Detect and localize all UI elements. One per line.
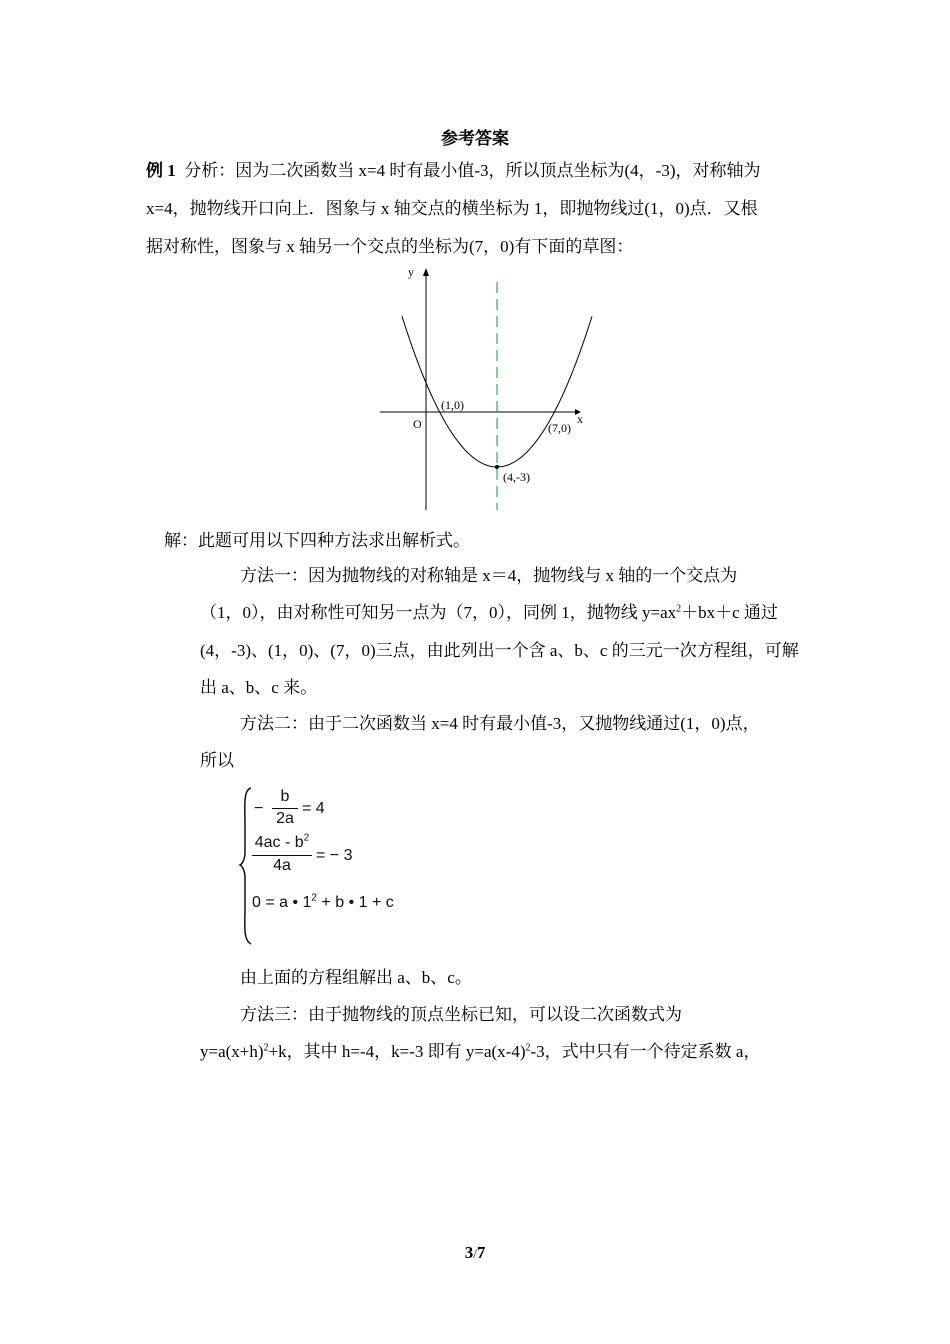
eq1-numerator: b xyxy=(280,788,290,805)
example-text-1: 分析：因为二次函数当 x=4 时有最小值-3，所以顶点坐标为(4，-3)，对称轴为 xyxy=(184,161,761,180)
method2-after: 由上面的方程组解出 a、b、c。 xyxy=(240,968,472,987)
method2-line-2: 所以 xyxy=(200,751,234,770)
method1-line-2 xyxy=(200,602,778,624)
eq3-right: + b • 1 + c xyxy=(316,894,394,911)
method1-line-2a: （1，0），由对称性可知另一点为（7，0），同例 1，抛物线 y=ax xyxy=(200,603,677,622)
vertex-label: (4,-3) xyxy=(503,470,530,484)
method1-line-3: (4，-3)、(1，0)、(7，0)三点，由此列出一个含 a、b、c 的三元一次方程组，可解 xyxy=(200,641,799,660)
eq1-fraction-bar xyxy=(272,808,298,809)
page-current: 3 xyxy=(464,1243,474,1262)
method3-exp-2: 2 xyxy=(525,1042,531,1054)
eq2-denominator: 4a xyxy=(273,857,291,874)
eq3-left: 0 = a • 1 xyxy=(252,894,312,911)
method3-exp-1: 2 xyxy=(263,1042,269,1054)
eq1-rhs: = 4 xyxy=(302,800,325,817)
method3-line-1: 方法三：由于抛物线的顶点坐标已知，可以设二次函数式为 xyxy=(240,1005,682,1024)
y-axis-label: y xyxy=(408,265,414,279)
method1-line-1: 方法一：因为抛物线的对称轴是 x＝4，抛物线与 x 轴的一个交点为 xyxy=(240,566,738,585)
method2-line-1: 方法二：由于二次函数当 x=4 时有最小值-3，又抛物线通过(1，0)点， xyxy=(240,714,760,733)
method3-line-2a: y=a(x+h) xyxy=(200,1042,264,1061)
example-line-2: x=4，抛物线开口向上．图象与 x 轴交点的横坐标为 1，即抛物线过(1，0)点．又根 xyxy=(146,199,758,218)
example-label: 例 1 xyxy=(146,161,176,180)
eq2-numerator-text: 4ac - b xyxy=(254,834,304,851)
example-line-1 xyxy=(146,160,760,182)
equation-system xyxy=(250,786,450,946)
page-title: 参考答案 xyxy=(441,129,509,148)
method1-exp: 2 xyxy=(676,603,682,615)
x-axis-label: x xyxy=(577,412,583,426)
eq1-minus: − xyxy=(254,800,264,817)
method1-line-2b: ＋bx＋c 通过 xyxy=(681,603,778,622)
page-separator: / xyxy=(473,1246,477,1261)
solution-intro: 解：此题可用以下四种方法求出解析式。 xyxy=(164,531,470,550)
eq3 xyxy=(252,894,394,912)
eq2-rhs: = − 3 xyxy=(316,847,353,864)
page-number xyxy=(0,1243,950,1263)
method3-line-2 xyxy=(200,1041,760,1063)
origin-label: O xyxy=(413,417,422,431)
method1-line-4: 出 a、b、c 来。 xyxy=(200,678,318,697)
y-axis-arrow-icon xyxy=(423,268,429,276)
eq2-numerator xyxy=(252,834,312,852)
page-total: 7 xyxy=(476,1243,486,1262)
eq2-fraction-bar xyxy=(252,855,312,856)
vertex-point xyxy=(495,465,499,469)
example-line-3: 据对称性，图象与 x 轴另一个交点的坐标为(7，0)有下面的草图： xyxy=(146,237,634,256)
eq1-denominator: 2a xyxy=(276,810,294,827)
parabola-graph xyxy=(370,262,600,514)
point-label-1-0: (1,0) xyxy=(441,398,464,412)
eq3-exp: 2 xyxy=(311,892,317,904)
eq2-exp: 2 xyxy=(303,832,310,844)
method3-line-2b: +k，其中 h=-4，k=-3 即有 y=a(x-4) xyxy=(268,1042,526,1061)
point-label-7-0: (7,0) xyxy=(548,421,571,435)
method3-line-2c: -3，式中只有一个待定系数 a， xyxy=(530,1042,761,1061)
